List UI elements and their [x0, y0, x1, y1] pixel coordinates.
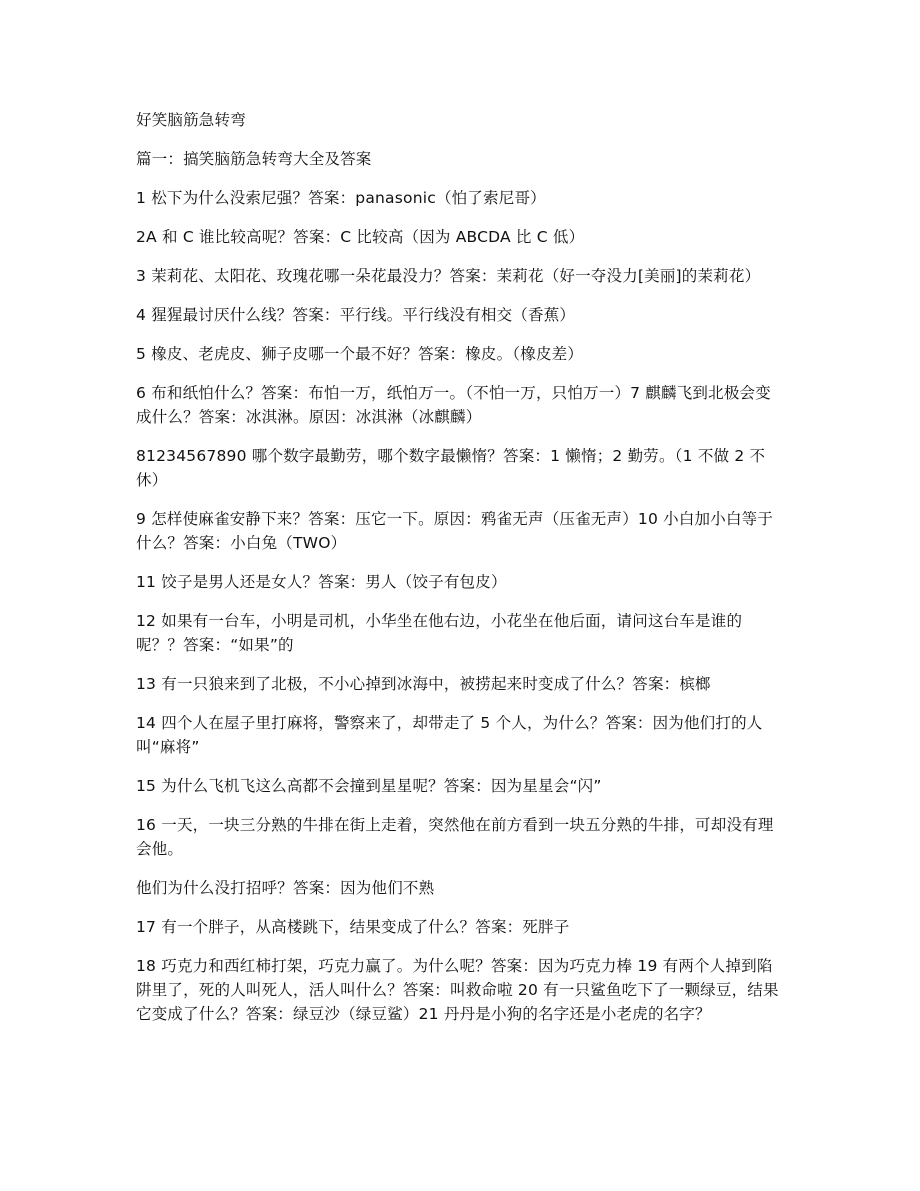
paragraph-9: 11 饺子是男人还是女人？答案：男人（饺子有包皮）	[136, 573, 507, 591]
paragraph-11: 13 有一只狼来到了北极，不小心掉到冰海中，被捞起来时变成了什么？答案：槟榔	[136, 675, 711, 693]
paragraph-17: 18 巧克力和西红柿打架，巧克力赢了。为什么呢？答案：因为巧克力棒 19 有两个人掉到陷阱里了，死的人叫死人，活人叫什么？答案：叫救命啦 20 有一只鲨鱼吃下了一颗绿豆，结果它变成了什么？答案：绿豆沙（绿豆鲨）21 丹丹是小狗的名字还是小老虎的名字？	[136, 957, 779, 1023]
paragraph-4: 4 猩猩最讨厌什么线？答案：平行线。平行线没有相交（香蕉）	[136, 306, 576, 324]
paragraph-15: 他们为什么没打招呼？答案：因为他们不熟	[136, 879, 435, 897]
section-heading: 篇一：搞笑脑筋急转弯大全及答案	[136, 150, 372, 168]
paragraph-10: 12 如果有一台车，小明是司机，小华坐在他右边，小花坐在他后面，请问这台车是谁的呢？？答案：“如果”的	[136, 612, 743, 654]
paragraph-12: 14 四个人在屋子里打麻将，警察来了，却带走了 5 个人，为什么？答案：因为他们打的人叫“麻将”	[136, 714, 763, 756]
document-title: 好笑脑筋急转弯	[136, 111, 246, 129]
paragraph-5: 5 橡皮、老虎皮、狮子皮哪一个最不好？答案：橡皮。（橡皮差）	[136, 345, 584, 363]
paragraph-16: 17 有一个胖子，从高楼跳下，结果变成了什么？答案：死胖子	[136, 918, 570, 936]
paragraph-8: 9 怎样使麻雀安静下来？答案：压它一下。原因：鸦雀无声（压雀无声）10 小白加小白等于什么？答案：小白兔（TWO）	[136, 510, 774, 552]
paragraph-6: 6 布和纸怕什么？答案：布怕一万，纸怕万一。（不怕一万，只怕万一）7 麒麟飞到北极会变成什么？答案：冰淇淋。原因：冰淇淋（冰麒麟）	[136, 384, 771, 426]
paragraph-3: 3 茉莉花、太阳花、玫瑰花哪一朵花最没力？答案：茉莉花（好一夺没力[美丽]的茉莉花）	[136, 267, 761, 285]
paragraph-14: 16 一天，一块三分熟的牛排在街上走着，突然他在前方看到一块五分熟的牛排，可却没有理会他。	[136, 816, 774, 858]
paragraph-13: 15 为什么飞机飞这么高都不会撞到星星呢？答案：因为星星会“闪”	[136, 777, 602, 795]
paragraph-1: 1 松下为什么没索尼强？答案：panasonic（怕了索尼哥）	[136, 189, 546, 207]
document-page	[136, 108, 784, 1041]
paragraph-2: 2A 和 C 谁比较高呢？答案：C 比较高（因为 ABCDA 比 C 低）	[136, 228, 585, 246]
paragraph-7: 81234567890 哪个数字最勤劳，哪个数字最懒惰？答案：1 懒惰；2 勤劳。（1 不做 2 不休）	[136, 447, 766, 489]
